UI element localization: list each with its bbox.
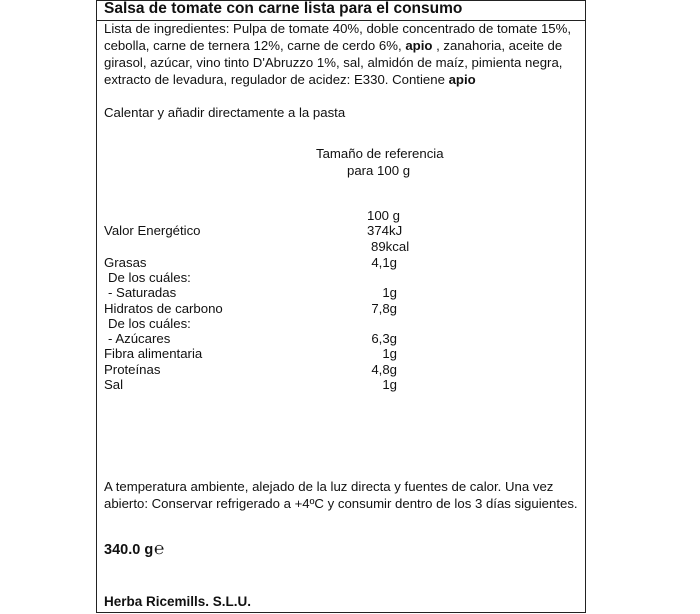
nutrition-reference-size: Tamaño de referencia <box>316 146 444 161</box>
allergen-celery: apio <box>405 38 433 53</box>
nutrient-value: 374kJ <box>367 223 403 238</box>
nutrient-label: Sal <box>104 377 124 392</box>
nutrient-value: 7,8g <box>371 301 397 316</box>
nutrient-value: 1g <box>382 377 397 392</box>
estimated-sign-icon: ℮ <box>154 539 165 558</box>
nutrient-label: Proteínas <box>104 362 161 377</box>
net-weight: 340.0 g℮ <box>104 539 165 558</box>
ingredients-line: cebolla, carne de ternera 12%, carne de cerdo 6%, apio , zanahoria, aceite de <box>104 38 563 53</box>
nutrient-label: Valor Energético <box>104 223 201 238</box>
nutrient-label: Grasas <box>104 255 147 270</box>
nutrient-label: Hidratos de carbono <box>104 301 223 316</box>
nutrient-value: 4,8g <box>371 362 397 377</box>
nutrient-value: 89kcal <box>371 239 410 254</box>
storage-line: abierto: Conservar refrigerado a +4ºC y consumir dentro de los 3 días siguientes. <box>104 496 578 511</box>
nutrient-label: - Azúcares <box>108 331 171 346</box>
nutrient-value: 1g <box>382 346 397 361</box>
product-title: Salsa de tomate con carne lista para el consumo <box>104 0 463 17</box>
nutrient-value: 6,3g <box>371 331 397 346</box>
allergen-celery: apio <box>448 72 476 87</box>
nutrient-sublabel: De los cuáles: <box>108 270 191 285</box>
ingredients-line: extracto de levadura, regulador de acidez: E330. Contiene apio <box>104 72 476 87</box>
storage-line: A temperatura ambiente, alejado de la luz directa y fuentes de calor. Una vez <box>104 479 554 494</box>
ingredients-line: girasol, azúcar, vino tinto D'Abruzzo 1%, sal, almidón de maíz, pimienta negra, <box>104 55 563 70</box>
nutrient-label: Fibra alimentaria <box>104 346 203 361</box>
ingredients-line: Lista de ingredientes: Pulpa de tomate 40%, doble concentrado de tomate 15%, <box>104 21 572 36</box>
nutrition-reference-unit: para 100 g <box>347 163 411 178</box>
nutrient-value: 4,1g <box>371 255 397 270</box>
nutrient-value: 1g <box>382 285 397 300</box>
nutrient-sublabel: De los cuáles: <box>108 316 191 331</box>
company-name: Herba Ricemills. S.L.U. <box>104 594 252 609</box>
nutrition-column-header: 100 g <box>367 208 401 223</box>
nutrient-label: - Saturadas <box>108 285 177 300</box>
usage-instructions: Calentar y añadir directamente a la pasta <box>104 105 346 120</box>
